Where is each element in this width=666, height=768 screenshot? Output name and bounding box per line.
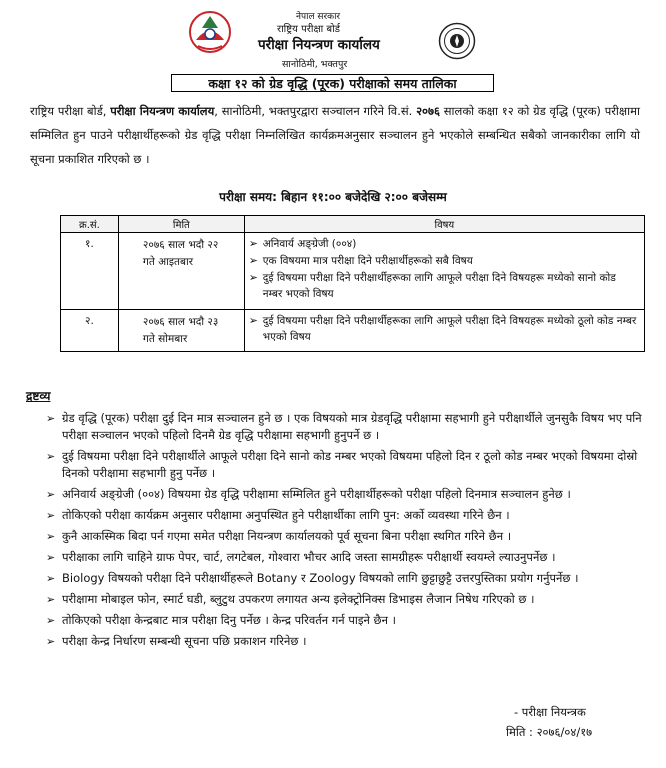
notes-heading: द्रष्टव्य: [26, 389, 51, 403]
arrow-bullet-icon: ➢: [46, 551, 56, 564]
header-sn: क्र.सं.: [61, 216, 119, 233]
arrow-bullet-icon: ➢: [46, 450, 56, 463]
row-date: [118, 233, 244, 310]
subject-item: ➢ एक विषयमा मात्र परीक्षा दिने परीक्षार्थीहरूको सबै विषय: [248, 254, 473, 267]
exam-time: परीक्षा समय: बिहान ११:०० बजेदेखि २:०० बजेसम्म: [219, 190, 447, 204]
date-line: गते सोमबार: [142, 333, 188, 345]
list-item: ➢ कुनै आकस्मिक बिदा पर्न गएमा समेत परीक्षा नियन्त्रण कार्यालयको पूर्व सूचना बिना परीक्षा स्थगित गरिने छैन ।: [46, 529, 512, 543]
list-item: ➢ परीक्षाका लागि चाहिने ग्राफ पेपर, चार्ट, लगटेबल, गोश्वारा भौचर आदि जस्ता सामग्रीहरू परीक्षार्थी स्वयम्ले ल्याउनुपर्नेछ ।: [46, 550, 556, 564]
header-date: मिति: [118, 216, 244, 233]
location-label: सानोठिमी, भक्तपुर: [282, 59, 348, 70]
board-seal-icon: [438, 22, 476, 60]
list-item: ➢ Biology विषयको परीक्षा दिने परीक्षार्थीहरूले Botany र Zoology विषयको लागि छुट्टाछुट्टै उत्तरपुस्तिका प्रयोग गर्नुपर्नेछ ।: [46, 571, 579, 585]
arrow-bullet-icon: ➢: [46, 614, 56, 627]
board-label: राष्ट्रिय परीक्षा बोर्ड: [277, 24, 341, 35]
row-subjects: [244, 233, 644, 310]
signature-label: - परीक्षा नियन्त्रक: [514, 705, 586, 719]
arrow-bullet-icon: ➢: [46, 488, 56, 501]
arrow-bullet-icon: ➢: [46, 509, 56, 522]
row-sn: १.: [61, 233, 119, 310]
table-row: [61, 310, 645, 352]
date-line: गते आइतबार: [142, 256, 194, 268]
arrow-bullet-icon: ➢: [46, 530, 56, 543]
list-item: ➢ परीक्षा केन्द्र निर्धारण सम्बन्धी सूचना पछि प्रकाशन गरिनेछ ।: [46, 634, 307, 648]
subject-item: ➢ दुई विषयमा परीक्षा दिने परीक्षार्थीहरूका लागि आफूले परीक्षा दिने विषयहरू मध्येको ठूलो कोड नम्बर भएको विषय: [248, 314, 637, 343]
arrow-bullet-icon: ➢: [248, 314, 258, 327]
date-line: २०७६ साल भदौ २३: [142, 316, 219, 328]
notes-list: [46, 410, 650, 654]
arrow-bullet-icon: ➢: [46, 572, 56, 585]
list-item: ➢ ग्रेड वृद्धि (पूरक) परीक्षा दुई दिन मात्र सञ्चालन हुने छ । एक विषयको मात्र ग्रेडवृद्धि परीक्षामा सहभागी हुने परीक्षार्थीले जुनसुकै विषय भए पनि परीक्षा सञ्चालन भएको पहिलो दिनमै ग्रेड वृद्धि परीक्षामा सहभागी हुनुपर्ने छ ।: [46, 411, 642, 442]
intro-paragraph: राष्ट्रिय परीक्षा बोर्ड, परीक्षा नियन्त्रण कार्यालय, सानोठिमी, भक्तपुरद्वारा सञ्चालन गरिने वि.सं. २०७६ सालको कक्षा १२ को ग्रेड वृद्धि (पूरक) परीक्षामा सम्मिलित हुन पाउने परीक्षार्थीहरूको ग्रेड वृद्धि परीक्षा निम्नलिखित कार्यक्रमअनुसार सञ्चालन हुने भएकोले सम्बन्धित सबैको जानकारीका लागि यो सूचना प्रकाशित गरिएको छ ।: [30, 104, 640, 166]
arrow-bullet-icon: ➢: [46, 412, 56, 425]
government-label: नेपाल सरकार: [296, 12, 341, 22]
issue-date: मिति : २०७६/०४/१७: [506, 725, 593, 739]
arrow-bullet-icon: ➢: [248, 271, 258, 284]
nepal-emblem-icon: [188, 10, 232, 54]
list-item: ➢ अनिवार्य अङ्ग्रेजी (००४) विषयमा ग्रेड वृद्धि परीक्षामा सम्मिलित हुने परीक्षार्थीहरूको परीक्षा पहिलो दिनमात्र सञ्चालन हुनेछ ।: [46, 487, 571, 501]
list-item: ➢ तोकिएको परीक्षा केन्द्रबाट मात्र परीक्षा दिनु पर्नेछ । केन्द्र परिवर्तन गर्न पाइने छैन ।: [46, 613, 396, 627]
table-header-row: [61, 216, 645, 233]
schedule-table: [60, 215, 645, 352]
row-sn: २.: [61, 310, 119, 352]
date-line: २०७६ साल भदौ २२: [142, 239, 219, 251]
subject-item: ➢ दुई विषयमा परीक्षा दिने परीक्षार्थीहरूका लागि आफूले परीक्षा दिने विषयहरू मध्येको सानो कोड नम्बर भएको विषय: [248, 271, 616, 300]
row-subjects: [244, 310, 644, 352]
arrow-bullet-icon: ➢: [46, 635, 56, 648]
arrow-bullet-icon: ➢: [248, 237, 258, 250]
list-item: ➢ परीक्षामा मोबाइल फोन, स्मार्ट घडी, ब्लुटुथ उपकरण लगायत अन्य इलेक्ट्रोनिक्स डिभाइस लैजान निषेध गरिएको छ ।: [46, 592, 535, 606]
arrow-bullet-icon: ➢: [46, 593, 56, 606]
row-date: [118, 310, 244, 352]
table-row: [61, 233, 645, 310]
list-item: ➢ दुई विषयमा परीक्षा दिने परीक्षार्थीले आफूले परीक्षा दिने सानो कोड नम्बर भएको विषयमा पहिलो दिन र ठूलो कोड नम्बर भएको विषयमा दोस्रो दिनको परीक्षामा सहभागी हुनु पर्नेछ ।: [46, 449, 638, 480]
arrow-bullet-icon: ➢: [248, 254, 258, 267]
office-title: परीक्षा नियन्त्रण कार्यालय: [258, 37, 380, 53]
subject-item: ➢ अनिवार्य अङ्ग्रेजी (००४): [248, 237, 357, 250]
list-item: ➢ तोकिएको परीक्षा कार्यक्रम अनुसार परीक्षामा अनुपस्थित हुने परीक्षार्थीका लागि पुन: अर्को व्यवस्था गरिने छैन ।: [46, 508, 510, 522]
page-title: कक्षा १२ को ग्रेड वृद्धि (पूरक) परीक्षाको समय तालिका: [171, 74, 494, 92]
header-subject: विषय: [244, 216, 644, 233]
